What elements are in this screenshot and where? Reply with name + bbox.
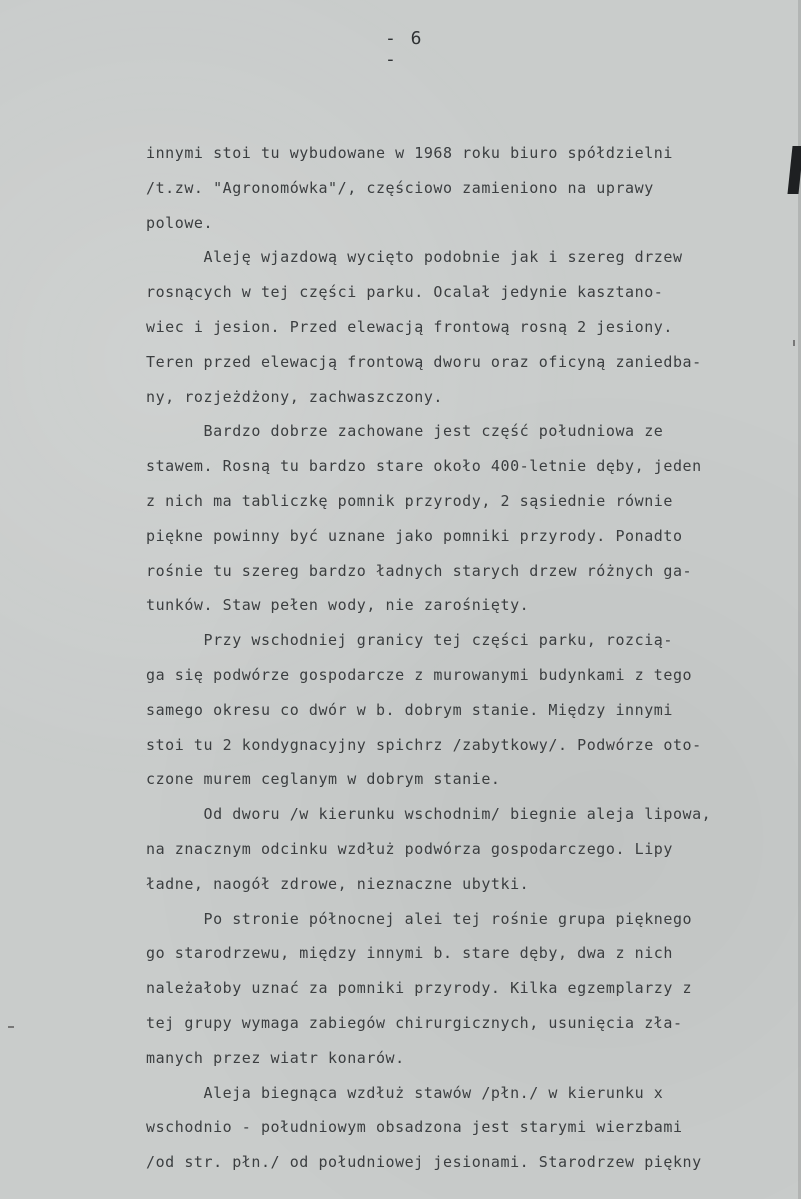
text-line: Po stronie północnej alei tej rośnie grupa pięknego [146,909,693,928]
text-line: z nich ma tabliczkę pomnik przyrody, 2 sąsiednie równie [146,491,673,510]
text-line: stawem. Rosną tu bardzo stare około 400-letnie dęby, jeden [146,457,702,476]
scan-edge-mark [787,146,801,194]
text-line: Aleję wjazdową wycięto podobnie jak i szereg drzew [146,248,683,267]
text-line: czone murem ceglanym w dobrym stanie. [146,770,501,789]
text-line: samego okresu co dwór w b. dobrym stanie. Między innymi [146,700,673,719]
text-line: ga się podwórze gospodarcze z murowanymi budynkami z tego [146,665,693,684]
text-line: Bardzo dobrze zachowane jest część południowa ze [146,422,664,441]
text-line: wiec i jesion. Przed elewacją frontową rosną 2 jesiony. [146,317,673,336]
text-line: rośnie tu szereg bardzo ładnych starych drzew różnych ga- [146,561,693,580]
scan-artifact [793,340,795,346]
text-line: go starodrzewu, między innymi b. stare dęby, dwa z nich [146,944,673,963]
text-line: manych przez wiatr konarów. [146,1048,405,1067]
text-line: ny, rozjeżdżony, zachwaszczony. [146,387,444,406]
scan-artifact [8,1026,14,1028]
text-line: Przy wschodniej granicy tej części parku, rozcią- [146,631,673,650]
page-number: - 6 - [385,28,424,70]
text-line: Od dworu /w kierunku wschodnim/ biegnie aleja lipowa, [146,805,712,824]
text-line: tunków. Staw pełen wody, nie zarośnięty. [146,596,530,615]
text-line: Teren przed elewacją frontową dworu oraz oficyną zaniedba- [146,352,702,371]
text-line: należałoby uznać za pomniki przyrody. Kilka egzemplarzy z [146,979,693,998]
text-line: na znacznym odcinku wzdłuż podwórza gospodarczego. Lipy [146,839,673,858]
text-line: ładne, naogół zdrowe, nieznaczne ubytki. [146,874,530,893]
text-line: tej grupy wymaga zabiegów chirurgicznych, usunięcia zła- [146,1013,683,1032]
text-line: /t.zw. "Agronomówka"/, częściowo zamieniono na uprawy [146,178,654,197]
text-line: wschodnio - południowym obsadzona jest starymi wierzbami [146,1118,683,1137]
text-line: /od str. płn./ od południowej jesionami. Starodrzew piękny [146,1153,702,1172]
text-line: Aleja biegnąca wzdłuż stawów /płn./ w kierunku x [146,1083,664,1102]
text-line: rosnących w tej części parku. Ocalał jedynie kasztano- [146,283,664,302]
text-line: stoi tu 2 kondygnacyjny spichrz /zabytkowy/. Podwórze oto- [146,735,702,754]
text-line: piękne powinny być uznane jako pomniki przyrody. Ponadto [146,526,683,545]
text-line: innymi stoi tu wybudowane w 1968 roku biuro spółdzielni [146,144,673,162]
text-line: polowe. [146,213,214,232]
typewritten-text [146,136,786,1180]
